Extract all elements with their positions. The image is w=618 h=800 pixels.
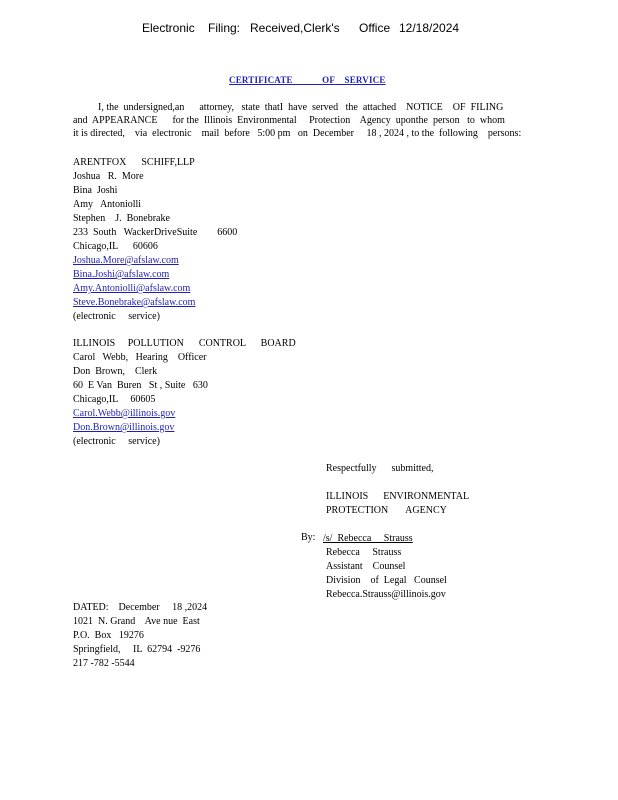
intro-line: I, the undersigned,an attorney, state thatI have served the attached NOTICE OF FILING <box>73 102 504 113</box>
dated-line: DATED: December 18 ,2024 <box>73 602 208 613</box>
agency-line: ILLINOIS ENVIRONMENTAL <box>326 491 470 502</box>
by-label: By: <box>301 532 316 543</box>
electronic-signature: /s/ Rebecca Strauss <box>323 533 413 544</box>
address-po: P.O. Box 19276 <box>73 630 144 641</box>
agency-line: PROTECTION AGENCY <box>326 505 447 516</box>
contact-line: Carol Webb, Hearing Officer <box>73 352 207 363</box>
signatory-block <box>323 532 447 602</box>
org-name: ILLINOIS POLLUTION CONTROL BOARD <box>73 338 296 349</box>
contact-line: Don Brown, Clerk <box>73 366 158 377</box>
address-city: Chicago,IL 60606 <box>73 241 158 252</box>
document-title: CERTIFICATE OF SERVICE <box>229 75 386 85</box>
contact-line: Chicago,IL 60605 <box>73 394 156 405</box>
address-street: 1021 N. Grand Ave nue East <box>73 616 200 627</box>
email-link[interactable]: Joshua.More@afslaw.com <box>73 255 179 266</box>
intro-line: and APPEARANCE for the Illinois Environmental Protection Agency uponthe person to whom <box>73 115 505 126</box>
phone-number: 217 -782 -5544 <box>73 658 135 669</box>
email-link[interactable]: Don.Brown@illinois.gov <box>73 422 175 433</box>
closing: Respectfully submitted, <box>326 463 434 474</box>
service-note: (electronic service) <box>73 436 160 447</box>
signatory-email: Rebecca.Strauss@illinois.gov <box>326 589 446 600</box>
intro-line: it is directed, via electronic mail before 5:00 pm on December 18 , 2024 , to the following persons: <box>73 128 522 139</box>
firm-name: ARENTFOX SCHIFF,LLP <box>73 157 195 168</box>
header-electronic: Electronic <box>142 21 195 35</box>
contact-name: Bina Joshi <box>73 185 118 196</box>
signatory-division: Division of Legal Counsel <box>326 575 447 586</box>
address-street: 233 South WackerDriveSuite 6600 <box>73 227 238 238</box>
contact-name: Stephen J. Bonebrake <box>73 213 170 224</box>
email-link[interactable]: Bina.Joshi@afslaw.com <box>73 269 170 280</box>
service-list-arentfox <box>73 156 237 324</box>
header-filing: Filing: <box>208 21 241 35</box>
email-link[interactable]: Amy.Antoniolli@afslaw.com <box>73 283 191 294</box>
agency-block <box>326 490 469 518</box>
header-office: Office <box>359 21 391 35</box>
contact-line: 60 E Van Buren St , Suite 630 <box>73 380 208 391</box>
email-link[interactable]: Carol.Webb@illinois.gov <box>73 408 176 419</box>
address-city: Springfield, IL 62794 -9276 <box>73 644 201 655</box>
header-date: 12/18/2024 <box>399 21 460 35</box>
header-received: Received,Clerk's <box>250 21 340 35</box>
signatory-role: Assistant Counsel <box>326 561 406 572</box>
email-link[interactable]: Steve.Bonebrake@afslaw.com <box>73 297 196 308</box>
contact-name: Amy Antoniolli <box>73 199 142 210</box>
dated-block <box>73 601 207 671</box>
service-list-ipcb <box>73 337 296 449</box>
service-note: (electronic service) <box>73 311 160 322</box>
signatory-name: Rebecca Strauss <box>326 547 402 558</box>
intro-paragraph <box>73 101 533 140</box>
contact-name: Joshua R. More <box>73 171 144 182</box>
